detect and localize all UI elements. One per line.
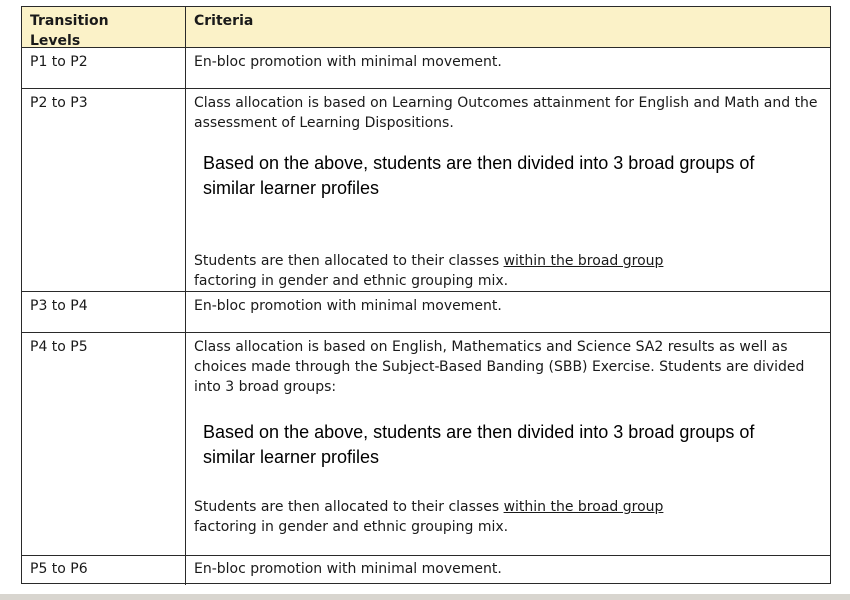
header-criteria: Criteria xyxy=(194,13,254,29)
table-row xyxy=(22,333,830,556)
row-criteria: En-bloc promotion with minimal movement. xyxy=(194,561,502,577)
row-level: P4 to P5 xyxy=(30,339,88,355)
row-level: P2 to P3 xyxy=(30,95,88,111)
allocation-text xyxy=(194,497,824,537)
note-overlay: Based on the above, students are then divided into 3 broad groups of similar learner profiles xyxy=(203,422,755,467)
table-row xyxy=(22,292,830,333)
row-criteria: En-bloc promotion with minimal movement. xyxy=(194,54,502,70)
table-row xyxy=(22,556,830,585)
allocation-suffix: factoring in gender and ethnic grouping mix. xyxy=(194,273,509,289)
allocation-underline: within the broad group xyxy=(503,499,664,515)
row-criteria: En-bloc promotion with minimal movement. xyxy=(194,298,502,314)
row-level: P1 to P2 xyxy=(30,54,88,70)
row-level: P5 to P6 xyxy=(30,561,88,577)
row-criteria: Class allocation is based on Learning Outcomes attainment for English and Math and the assessment of Learning Dispositions. xyxy=(194,95,818,131)
allocation-prefix: Students are then allocated to their classes xyxy=(194,499,504,515)
transition-criteria-table xyxy=(21,6,831,584)
row-level: P3 to P4 xyxy=(30,298,88,314)
allocation-text xyxy=(194,251,824,291)
table-row xyxy=(22,89,830,292)
table-header-row xyxy=(22,7,830,48)
allocation-underline: within the broad group xyxy=(503,253,664,269)
header-transition-levels: Transition Levels xyxy=(30,13,109,49)
row-criteria: Class allocation is based on English, Mathematics and Science SA2 results as well as choices made through the Subject-Based Banding (SBB) Exercise. Students are divided into 3 broad groups: xyxy=(194,339,805,395)
table-row xyxy=(22,48,830,89)
allocation-prefix: Students are then allocated to their classes xyxy=(194,253,504,269)
bottom-edge-strip xyxy=(0,594,850,600)
note-overlay: Based on the above, students are then divided into 3 broad groups of similar learner profiles xyxy=(203,153,755,198)
allocation-suffix: factoring in gender and ethnic grouping mix. xyxy=(194,519,509,535)
